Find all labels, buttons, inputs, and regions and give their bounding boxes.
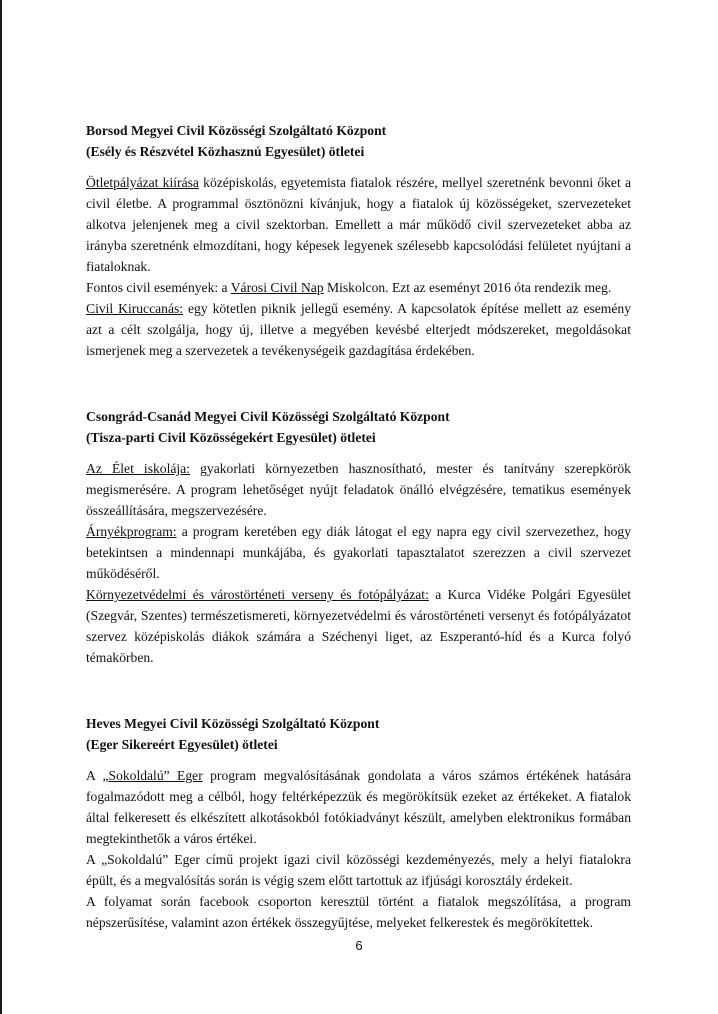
section-heading (86, 120, 631, 162)
paragraph-text: középiskolás, egyetemista fiatalok részére, mellyel szeretnénk bevonni őket a civil életbe. A programmal ösztönözni kívánjuk, hogy a fiatalok új közösségeket, szervezeteket alkotva jelenjenek meg a civil szektorban. Emellett a már működő civil szervezeteket abba az irányba szeretnénk elmozdítani, hogy képesek legyenek szélesebb kapcsolódási felületet nyújtani a fiataloknak. (86, 175, 631, 274)
paragraph: A „Sokoldalú” Eger című projekt igazi civil közösségi kezdeményezés, mely a helyi fiatalokra épült, és a megvalósítás során is végig szem előtt tartottuk az ifjúsági korosztály érdekeit. (86, 852, 631, 888)
paragraph: A folyamat során facebook csoporton keresztül történt a fiatalok megszólítása, a program népszerűsítése, valamint azon értékek összegyűjtése, melyeket felkerestek és megörökítettek. (86, 894, 631, 930)
section-heading (86, 406, 631, 448)
underlined-term: Városi Civil Nap (230, 280, 324, 295)
paragraph-text: egy kötetlen piknik jellegű esemény. A kapcsolatok építése mellett az esemény azt a célt szolgálja, hogy új, illetve a megyében kevésbé elterjedt módszereket, megoldásokat ismerjenek meg a szervezetek a tevékenységeik gazdagítása érdekében. (86, 301, 631, 358)
heading-line-2: (Eger Sikereért Egyesület) ötletei (86, 737, 278, 752)
document-page (86, 120, 631, 933)
paragraph (86, 172, 631, 277)
paragraph-text: program megvalósításának gondolata a város számos értékének hatására fogalmazódott meg a célból, hogy feltérképezzük és megörökítsük ezeket az értékeket. A fiatalok által felkeresett és elkészített alkotásokból fotókiadványt készült, amelyben elektronikus formában megtekinthetők a város értékei. (86, 768, 632, 846)
paragraph (86, 277, 631, 298)
paragraph (86, 765, 631, 849)
paragraph-text: gyakorlati környezetben hasznosítható, mester és tanítvány szerepkörök megismerésére. A program lehetőséget nyújt feladatok önálló elvégzésére, tematikus események összeállítására, megszervezésére. (86, 461, 631, 518)
heading-line-1: Csongrád-Csanád Megyei Civil Közösségi Szolgáltató Központ (86, 409, 450, 424)
paragraph (86, 521, 631, 584)
heading-line-2: (Esély és Részvétel Közhasznú Egyesület) ötletei (86, 144, 365, 159)
paragraph-text: a program keretében egy diák látogat el egy napra egy civil szervezethez, hogy betekintsen a mindennapi munkájába, és gyakorlati tapasztalatot szerezzen a civil szervezet működéséről. (86, 524, 631, 581)
underlined-term: „Sokoldalú” Eger (102, 768, 203, 783)
section-borsod (86, 120, 631, 361)
heading-line-1: Borsod Megyei Civil Közösségi Szolgáltató Központ (86, 123, 387, 138)
paragraph-text: a Kurca Vidéke Polgári Egyesület (Szegvár, Szentes) természetismereti, környezetvédelmi és várostörténeti versenyt és fotópályázatot szervez középiskolás diákok számára a Széchenyi liget, az Eszperantó-híd és a Kurca folyó témakörben. (86, 587, 631, 665)
paragraph-text: A (86, 768, 103, 783)
paragraph-text: Miskolcon. Ezt az eseményt 2016 óta rendezik meg. (323, 280, 612, 295)
section-heading (86, 713, 631, 755)
section-heves (86, 713, 631, 933)
section-csongrad (86, 406, 631, 668)
underlined-term: Civil Kiruccanás: (86, 301, 184, 316)
paragraph (86, 584, 631, 668)
underlined-term: Az Élet iskolája: (86, 461, 190, 476)
paragraph-text: Fontos civil események: a (86, 280, 231, 295)
paragraph (86, 298, 631, 361)
underlined-term: Környezetvédelmi és várostörténeti verseny és fotópályázat: (86, 587, 429, 602)
heading-line-2: (Tisza-parti Civil Közösségekért Egyesület) ötletei (86, 430, 376, 445)
underlined-term: Ötletpályázat kiírása (86, 175, 199, 190)
underlined-term: Árnyékprogram: (86, 524, 177, 539)
heading-line-1: Heves Megyei Civil Közösségi Szolgáltató Központ (86, 716, 380, 731)
page-number: 6 (355, 938, 363, 953)
paragraph (86, 458, 631, 521)
page-left-border (0, 0, 2, 1014)
